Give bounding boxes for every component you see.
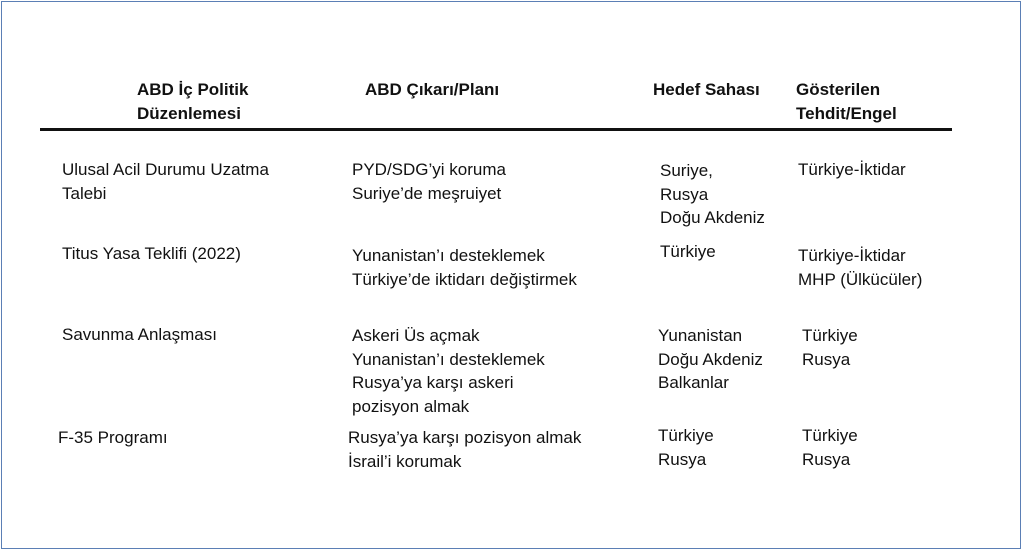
row-1-threat: Türkiye-İktidar xyxy=(798,160,906,179)
row-1-interest: PYD/SDG’yi koruma Suriye’de meşruiyet xyxy=(352,160,506,203)
row-3-target: Yunanistan Doğu Akdeniz Balkanlar xyxy=(658,326,763,392)
header-col-target: Hedef Sahası xyxy=(653,80,760,99)
row-3-interest: Askeri Üs açmak Yunanistan’ı desteklemek Rusya’ya karşı askeri pozisyon almak xyxy=(352,326,545,416)
row-4-target: Türkiye Rusya xyxy=(658,426,714,469)
row-3-regulation: Savunma Anlaşması xyxy=(62,325,217,344)
row-2-threat: Türkiye-İktidar MHP (Ülkücüler) xyxy=(798,246,923,289)
row-4-threat: Türkiye Rusya xyxy=(802,426,858,469)
row-4-regulation: F-35 Programı xyxy=(58,428,168,447)
header-col-interest: ABD Çıkarı/Planı xyxy=(365,80,500,99)
row-2-regulation: Titus Yasa Teklifi (2022) xyxy=(62,244,241,263)
row-4-interest: Rusya’ya karşı pozisyon almak İsrail’i korumak xyxy=(348,428,582,471)
row-1-target: Suriye, Rusya Doğu Akdeniz xyxy=(660,161,765,227)
header-divider xyxy=(40,128,952,131)
header-col-regulation: ABD İç Politik Düzenlemesi xyxy=(137,80,249,123)
row-3-threat: Türkiye Rusya xyxy=(802,326,858,369)
row-2-interest: Yunanistan’ı desteklemek Türkiye’de iktidarı değiştirmek xyxy=(352,246,577,289)
row-2-target: Türkiye xyxy=(660,242,716,261)
row-1-regulation: Ulusal Acil Durumu Uzatma Talebi xyxy=(62,160,269,203)
header-col-threat: Gösterilen Tehdit/Engel xyxy=(796,80,897,123)
